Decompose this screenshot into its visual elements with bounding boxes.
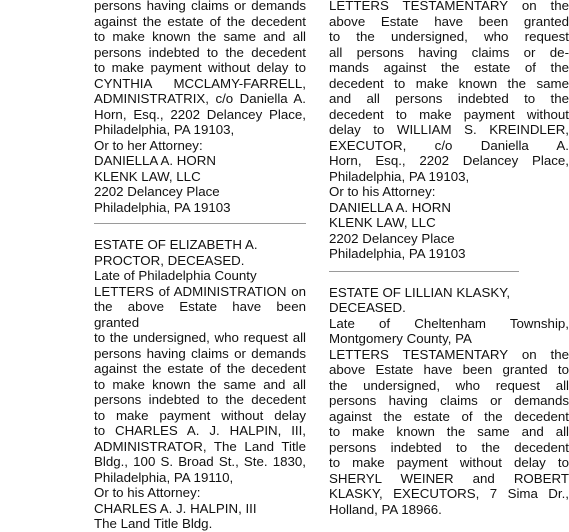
notice-line: Philadelphia, PA 19103: [94, 199, 231, 215]
notice-line: Holland, PA 18966.: [329, 501, 442, 517]
notice-line: KLASKY, EXECUTORS, 7 Sima Dr.,: [329, 486, 569, 501]
notice-line: Montgomery County, PA: [329, 331, 472, 346]
notice-line: Late of Philadelphia County: [94, 268, 257, 283]
notice-line: DANIELLA A. HORN: [329, 199, 451, 215]
notice-line: decedent to make payment without: [329, 106, 569, 122]
notice-line: CHARLES A. J. HALPIN, III: [94, 500, 257, 516]
notice-line: against the estate of the decedent: [94, 13, 306, 29]
estate-notice-klasky: [329, 285, 569, 518]
notice-line: all persons having claims or de-: [329, 44, 569, 60]
notice-line: KLENK LAW, LLC: [94, 168, 201, 184]
notice-line: Late of Cheltenham Township,: [329, 315, 569, 331]
notice-line: CYNTHIA MCCLAMY-FARRELL,: [94, 75, 306, 91]
notice-line: delay to WILLIAM S. KREINDLER,: [329, 122, 569, 137]
estate-notice-proctor: [94, 237, 306, 532]
notice-line: to the undersigned, who request all: [94, 330, 306, 345]
notice-line: 2202 Delancey Place: [94, 184, 220, 199]
notice-line: the undersigned, who request all: [329, 377, 569, 393]
notice-line: persons having claims or demands: [94, 0, 306, 13]
notice-line: to CHARLES A. J. HALPIN, III,: [94, 423, 306, 438]
notice-line: DECEASED.: [329, 300, 406, 315]
notice-line: and all persons indebted to the: [329, 91, 569, 106]
notice-line: Horn, Esq., 2202 Delancey Place,: [329, 153, 569, 168]
notice-line: against the estate of the decedent: [329, 408, 569, 424]
left-column: [94, 0, 306, 532]
notice-line: to make payment without delay to: [329, 455, 569, 470]
notice-line: LETTERS of ADMINISTRATION on: [94, 283, 306, 299]
notice-divider: [329, 271, 519, 272]
notice-line: persons having claims or demands: [329, 393, 569, 408]
notice-line: ADMINISTRATOR, The Land Title: [94, 438, 306, 454]
notice-line: Or to her Attorney:: [94, 137, 203, 153]
notice-line: Philadelphia, PA 19103,: [94, 122, 235, 137]
notice-line: ESTATE OF ELIZABETH A.: [94, 237, 258, 252]
notice-line: decedent to make known the same: [329, 75, 569, 91]
notice-line: to make known the same and all: [94, 376, 306, 392]
notice-line: Philadelphia, PA 19103: [329, 246, 466, 261]
notice-line: Or to his Attorney:: [94, 485, 201, 500]
right-column: [329, 0, 569, 517]
notice-line: EXECUTOR, c/o Daniella A.: [329, 137, 569, 153]
notice-line: DANIELLA A. HORN: [94, 153, 216, 168]
notice-line: mands against the estate of the: [329, 60, 569, 75]
notice-line: persons indebted to the decedent: [329, 439, 569, 455]
notice-line: Bldg., 100 S. Broad St., Ste. 1830,: [94, 454, 306, 469]
notice-line: SHERYL WEINER and ROBERT: [329, 470, 569, 486]
notice-line: to make known the same and all: [94, 29, 306, 44]
notice-line: 2202 Delancey Place: [329, 230, 455, 246]
notice-line: Horn, Esq., 2202 Delancey Place,: [94, 106, 306, 122]
notice-line: Or to his Attorney:: [329, 184, 436, 199]
notice-line: ESTATE OF LILLIAN KLASKY,: [329, 284, 511, 300]
notice-line: Philadelphia, PA 19110,: [94, 469, 234, 485]
notice-line: Philadelphia, PA 19103,: [329, 168, 470, 184]
notice-line: persons indebted to the decedent: [94, 392, 306, 407]
notice-line: LETTERS TESTAMENTARY on the: [329, 346, 569, 362]
notice-line: LETTERS TESTAMENTARY on the: [329, 0, 569, 13]
estate-notice-kreindler: [329, 0, 569, 262]
notice-divider: [94, 223, 306, 224]
notice-line: to make payment without delay: [94, 407, 306, 423]
notice-line: above Estate have been granted to: [329, 362, 569, 377]
notice-line: the above Estate have been granted: [94, 299, 306, 330]
notice-line: to the undersigned, who request: [329, 29, 569, 44]
notice-line: The Land Title Bldg.: [94, 516, 213, 531]
notice-line: to make payment without delay to: [94, 60, 306, 75]
notice-line: ADMINISTRATRIX, c/o Daniella A.: [94, 91, 306, 106]
notice-line: PROCTOR, DECEASED.: [94, 252, 245, 268]
notice-line: above Estate have been granted: [329, 13, 569, 29]
notice-line: to make known the same and all: [329, 424, 569, 439]
estate-notice-mcclamy: [94, 0, 306, 215]
notice-line: KLENK LAW, LLC: [329, 215, 436, 230]
notice-line: persons indebted to the decedent: [94, 44, 306, 60]
notice-line: against the estate of the decedent: [94, 361, 306, 376]
notice-line: persons having claims or demands: [94, 345, 306, 361]
